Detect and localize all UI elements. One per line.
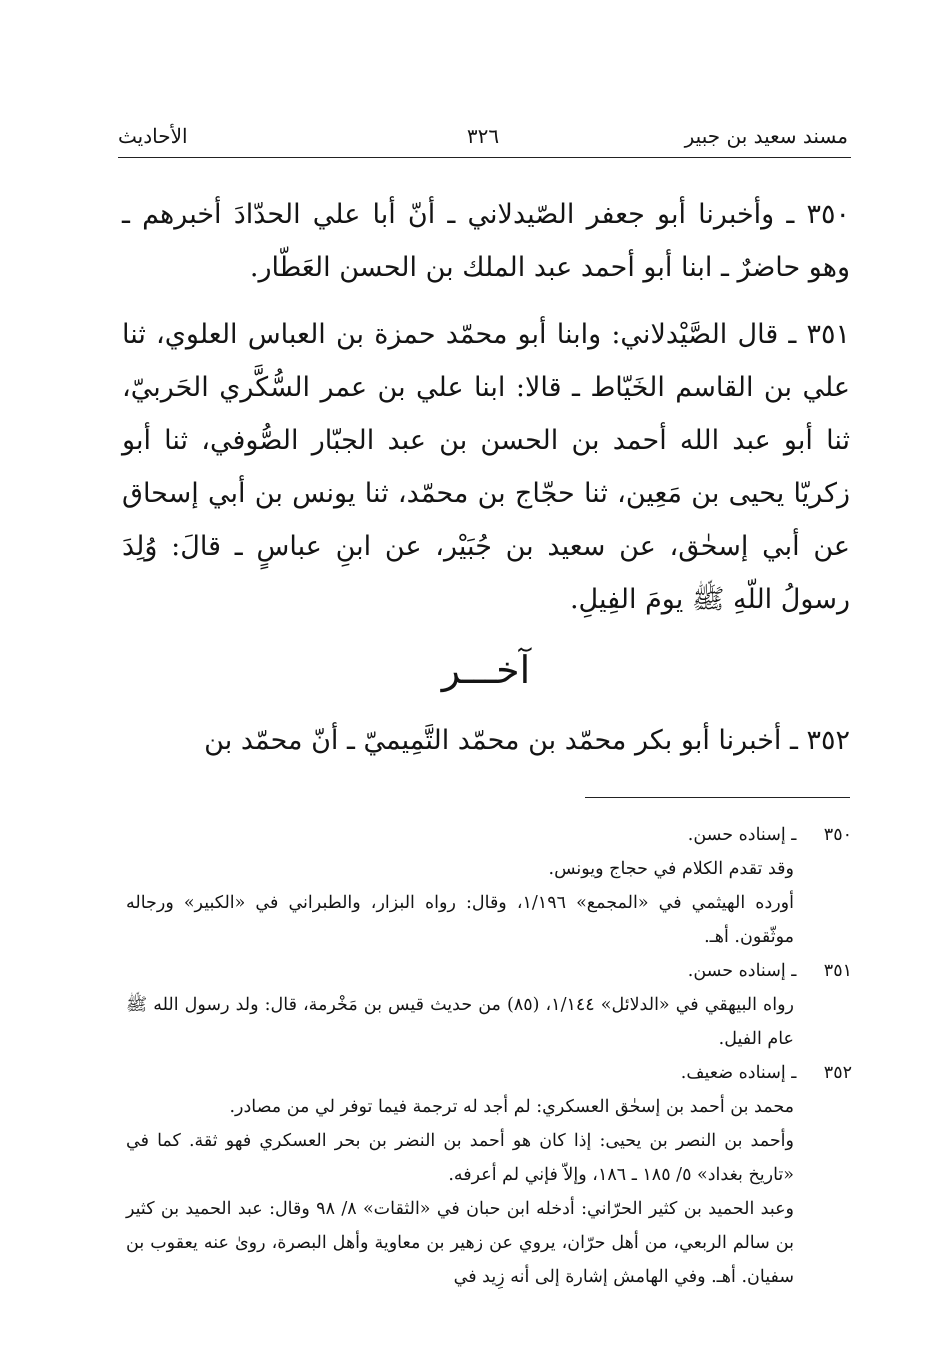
header-section-title: الأحاديث (118, 124, 188, 148)
footnote-line: وقد تقدم الكلام في حجاج ويونس. (548, 859, 794, 879)
section-heading: آخـــر (441, 648, 531, 692)
footnote-divider (585, 797, 850, 798)
footnote-number: ٣٥١ (823, 961, 852, 981)
footnote-350 (126, 818, 852, 954)
page-number: ٣٢٦ (466, 124, 500, 148)
footnote-grade: ـ إسناده حسن. (687, 825, 797, 845)
footnote-heading (126, 1056, 852, 1090)
footnote-heading (126, 954, 852, 988)
footnote-line: أورده الهيثمي في «المجمع» ١/١٩٦، وقال: رواه البزار، والطبراني في «الكبير» ورجاله موثّقون. أهـ. (126, 893, 794, 947)
footnote-line: وأحمد بن النصر بن يحيى: إذا كان هو أحمد بن النضر بن بحر العسكري فهو ثقة. كما في «تاريخ بغداد» ٥/ ١٨٥ ـ ١٨٦، وإلاّ فإني لم أعرفه. (126, 1131, 794, 1185)
footnote-heading (126, 818, 852, 852)
header-divider (118, 157, 851, 158)
hadith-352: ٣٥٢ ـ أخبرنا أبو بكر محمّد بن محمّد التَّمِيميّ ـ أنّ محمّد بن (204, 725, 850, 756)
footnote-number: ٣٥٠ (823, 825, 852, 845)
footnote-line: رواه البيهقي في «الدلائل» ١/١٤٤، (٨٥) من حديث قيس بن مَخْرمة، قال: ولد رسول الله ﷺ عام الفيل. (126, 995, 794, 1049)
header-book-title: مسند سعيد بن جبير (684, 124, 848, 148)
main-text (122, 188, 850, 781)
footnote-grade: ـ إسناده حسن. (687, 961, 797, 981)
hadith-350: ٣٥٠ ـ وأخبرنا أبو جعفر الصّيدلاني ـ أنّ أبا علي الحدّادَ أخبرهم ـ وهو حاضرٌ ـ ابنا أبو أحمد عبد الملك بن الحسن العَطّار. (122, 199, 850, 283)
footnote-grade: ـ إسناده ضعيف. (680, 1063, 797, 1083)
footnote-line: محمد بن أحمد بن إسحٰق العسكري: لم أجد له ترجمة فيما توفر لي من مصادر. (229, 1097, 794, 1117)
hadith-351: ٣٥١ ـ قال الصَّيْدلاني: وابنا أبو محمّد حمزة بن العباس العلوي، ثنا علي بن القاسم الخَيّاط ـ قالا: ابنا علي بن عمر السُّكَّري الحَربيّ، ثنا أبو عبد الله أحمد بن الحسن بن عبد الجبّار الصُّوفي، ثنا أبو زكريّا يحيى بن مَعِين، ثنا حجّاج بن محمّد، ثنا يونس بن أبي إسحاق عن أبي إسحٰق، عن سعيد بن جُبَيْر، عن ابنِ عباسٍ ـ قالَ: وُلِدَ رسولُ اللّهِ ﷺ يومَ الفِيلِ. (122, 319, 850, 615)
running-header (118, 118, 848, 158)
footnotes (126, 818, 852, 1294)
footnote-number: ٣٥٢ (823, 1063, 852, 1083)
footnote-line: وعبد الحميد بن كثير الحرّاني: أدخله ابن حبان في «الثقات» ٨/ ٩٨ وقال: عبد الحميد بن كثير بن سالم الربعي، من أهل حرّان، يروي عن زهير بن معاوية وأهل البصرة، روىٰ عنه يعقوب بن سفيان. أهـ. وفي الهامش إشارة إلى أنه زِيد في (126, 1199, 794, 1287)
footnote-351 (126, 954, 852, 1056)
footnote-352 (126, 1056, 852, 1294)
